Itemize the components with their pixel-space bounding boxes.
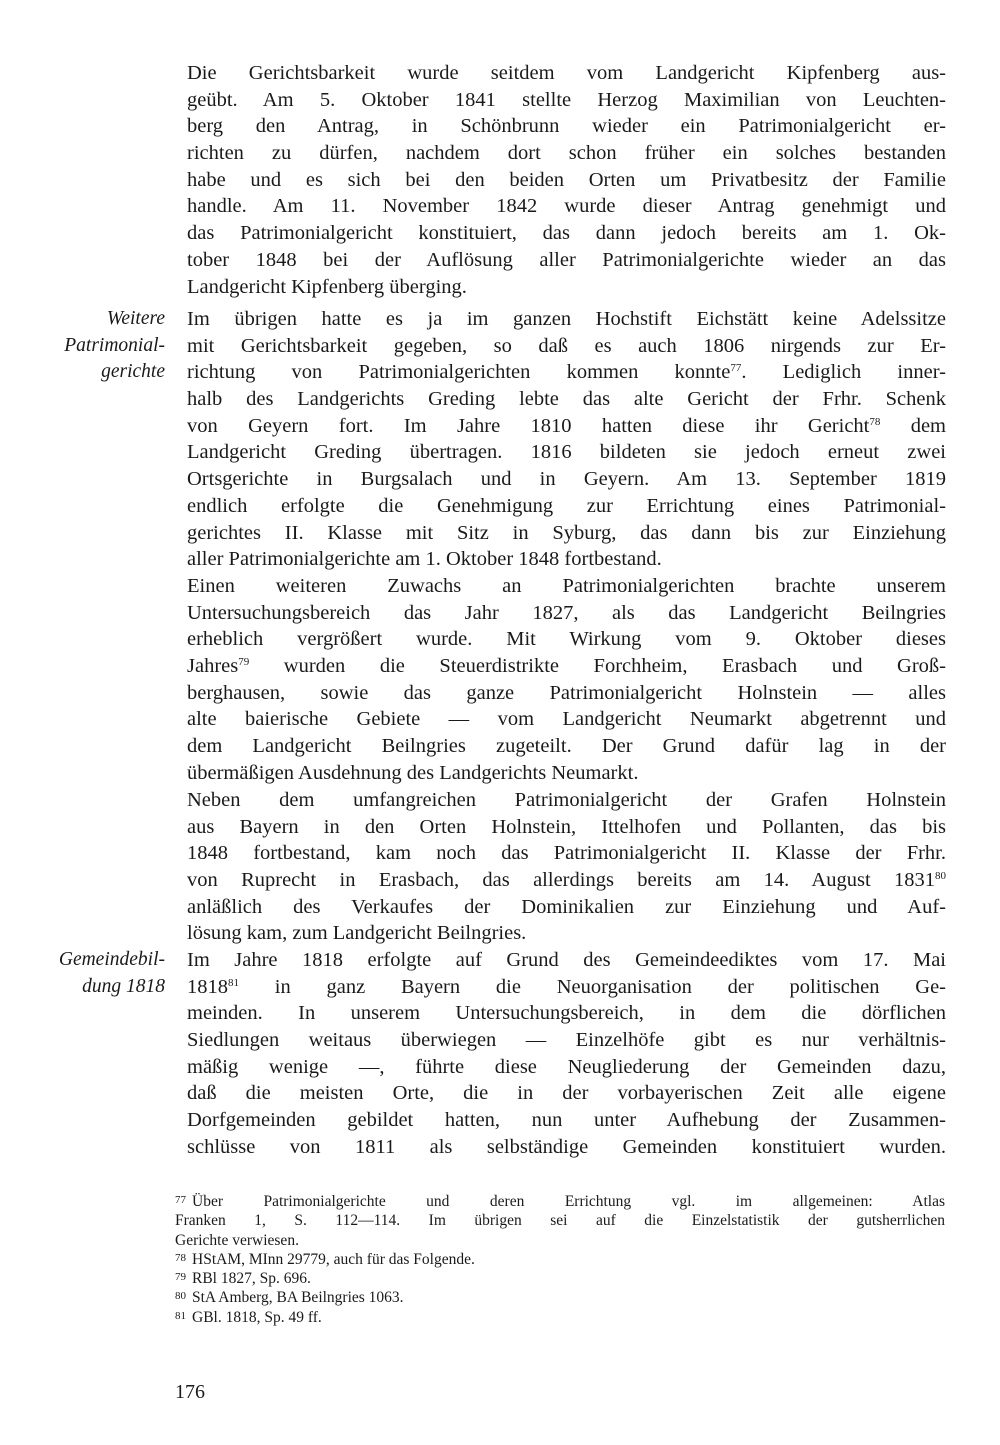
text-line: aus Bayern in den Orten Holnstein, Ittelhofen und Pollanten, das bis bbox=[187, 815, 946, 838]
margin-note-line: gerichte bbox=[101, 361, 165, 383]
footnote-ref-79[interactable]: 79 bbox=[238, 656, 250, 669]
paragraph-1 bbox=[187, 60, 946, 300]
text-line-start: Jahres bbox=[187, 655, 239, 678]
footnote-text: RBl 1827, Sp. 696. bbox=[192, 1270, 311, 1288]
text-line: endlich erfolgte die Genehmigung zur Errichtung eines Patrimonial- bbox=[187, 494, 946, 517]
text-line bbox=[187, 974, 946, 1001]
footnotes bbox=[175, 1192, 945, 1327]
text-line-end: dem bbox=[910, 414, 946, 437]
text-line bbox=[187, 413, 946, 440]
margin-note-gemeindebildung-1818 bbox=[10, 947, 165, 1000]
text-line: meinden. In unserem Untersuchungsbereich, in dem die dörflichen bbox=[187, 1002, 946, 1025]
footnote-text: GBl. 1818, Sp. 49 ff. bbox=[192, 1308, 322, 1326]
text-line: Im übrigen hatte es ja im ganzen Hochstift Eichstätt keine Adelssitze bbox=[187, 308, 946, 330]
footnote-ref-78[interactable]: 78 bbox=[869, 415, 881, 428]
footnote-line bbox=[175, 1269, 945, 1288]
text-line-end: in ganz Bayern die Neuorganisation der politischen Ge- bbox=[274, 975, 946, 998]
text-line: daß die meisten Orte, die in der vorbayerischen Zeit alle eigene bbox=[187, 1082, 946, 1105]
text-line: habe und es sich bei den beiden Orten um Privatbesitz der Familie bbox=[187, 168, 946, 191]
text-line-start: richtung von Patrimonialgerichten kommen konnte bbox=[187, 361, 731, 384]
text-line: geübt. Am 5. Oktober 1841 stellte Herzog Maximilian von Leuchten- bbox=[187, 88, 946, 111]
text-line: Im Jahre 1818 erfolgte auf Grund des Gemeindeediktes vom 17. Mai bbox=[187, 949, 946, 971]
footnote-line bbox=[175, 1250, 945, 1269]
text-line-start: von Geyern fort. Im Jahre 1810 hatten diese ihr Gericht bbox=[187, 414, 870, 437]
text-line: anläßlich des Verkaufes der Dominikalien zur Einziehung und Auf- bbox=[187, 895, 946, 918]
paragraph-2 bbox=[187, 306, 946, 573]
footnote-line: Gerichte verwiesen. bbox=[175, 1231, 299, 1249]
text-line: aller Patrimonialgerichte am 1. Oktober 1848 fortbestand. bbox=[187, 548, 662, 571]
margin-note-line: Gemeindebil- bbox=[58, 949, 165, 970]
text-line: mäßig wenige —, führte diese Neugliederung der Gemeinden dazu, bbox=[187, 1055, 946, 1078]
text-line: tober 1848 bei der Auflösung aller Patrimonialgerichte wieder an das bbox=[187, 248, 946, 271]
footnote-78 bbox=[175, 1250, 945, 1269]
text-line: Ortsgerichte in Burgsalach und in Geyern. Am 13. September 1819 bbox=[187, 468, 946, 491]
text-line: Dorfgemeinden gebildet hatten, nun unter Aufhebung der Zusammen- bbox=[187, 1109, 946, 1132]
text-line: übermäßigen Ausdehnung des Landgerichts Neumarkt. bbox=[187, 761, 639, 784]
footnote-number: 79 bbox=[175, 1271, 186, 1284]
text-line: lösung kam, zum Landgericht Beilngries. bbox=[187, 922, 527, 945]
footnote-81 bbox=[175, 1308, 945, 1327]
text-line: Einen weiteren Zuwachs an Patrimonialgerichten brachte unserem bbox=[187, 575, 946, 597]
margin-note-line: Patrimonial- bbox=[64, 334, 165, 356]
text-line-start: von Ruprecht in Erasbach, das allerdings bereits am 14. August 1831 bbox=[187, 869, 935, 892]
footnote-79 bbox=[175, 1269, 945, 1288]
text-line: gerichtes II. Klasse mit Sitz in Syburg, das dann bis zur Einziehung bbox=[187, 521, 946, 544]
margin-note-line: Weitere bbox=[106, 308, 165, 329]
text-line: berghausen, sowie das ganze Patrimonialgericht Holnstein — alles bbox=[187, 681, 946, 704]
paragraph-4 bbox=[187, 787, 946, 947]
text-line: Landgericht Kipfenberg überging. bbox=[187, 275, 467, 298]
text-line: mit Gerichtsbarkeit gegeben, so daß es auch 1806 nirgends zur Er- bbox=[187, 334, 946, 357]
footnote-ref-80[interactable]: 80 bbox=[935, 870, 946, 883]
page-number: 176 bbox=[175, 1381, 205, 1403]
margin-note-weitere-patrimonialgerichte bbox=[10, 306, 165, 386]
margin-note-line: dung 1818 bbox=[82, 975, 165, 997]
footnote-80 bbox=[175, 1288, 945, 1307]
text-line: schlüsse von 1811 als selbständige Gemeinden konstituiert wurden. bbox=[187, 1135, 946, 1158]
footnote-text: StA Amberg, BA Beilngries 1063. bbox=[192, 1289, 404, 1307]
text-line: handle. Am 11. November 1842 wurde dieser Antrag genehmigt und bbox=[187, 195, 946, 218]
text-line-end: wurden die Steuerdistrikte Forchheim, Erasbach und Groß- bbox=[283, 655, 946, 678]
footnote-ref-81[interactable]: 81 bbox=[228, 976, 239, 989]
footnote-number: 81 bbox=[175, 1309, 186, 1322]
text-line-end: . Lediglich inner- bbox=[741, 361, 946, 384]
footnote-ref-77[interactable]: 77 bbox=[730, 362, 742, 375]
footnote-number: 78 bbox=[175, 1251, 186, 1264]
text-line: Die Gerichtsbarkeit wurde seitdem vom Landgericht Kipfenberg aus- bbox=[187, 62, 946, 84]
text-line: das Patrimonialgericht konstituiert, das dann jedoch bereits am 1. Ok- bbox=[187, 222, 946, 245]
text-line: Neben dem umfangreichen Patrimonialgericht der Grafen Holnstein bbox=[187, 789, 946, 811]
footnote-line bbox=[175, 1192, 945, 1211]
text-line: dem Landgericht Beilngries zugeteilt. Der Grund dafür lag in der bbox=[187, 735, 946, 758]
text-line: Untersuchungsbereich das Jahr 1827, als das Landgericht Beilngries bbox=[187, 601, 946, 624]
footnote-number: 80 bbox=[175, 1290, 186, 1303]
text-line bbox=[187, 867, 946, 894]
footnote-line bbox=[175, 1308, 945, 1327]
footnote-text: Über Patrimonialgerichte und deren Errichtung vgl. im allgemeinen: Atlas bbox=[192, 1193, 945, 1210]
text-line: richten zu dürfen, nachdem dort schon früher ein solches bestanden bbox=[187, 142, 946, 165]
text-line bbox=[187, 653, 946, 680]
text-line-start: 1818 bbox=[187, 975, 228, 998]
text-line: erheblich vergrößert wurde. Mit Wirkung vom 9. Oktober dieses bbox=[187, 628, 946, 651]
paragraph-5 bbox=[187, 947, 946, 1161]
text-line: berg den Antrag, in Schönbrunn wieder ein Patrimonialgericht er- bbox=[187, 115, 946, 138]
footnote-text: HStAM, MInn 29779, auch für das Folgende. bbox=[192, 1250, 475, 1268]
footnote-77 bbox=[175, 1192, 945, 1250]
footnote-line: Franken 1, S. 112—114. Im übrigen sei auf die Einzelstatistik der gutsherrlichen bbox=[175, 1212, 945, 1230]
paragraph-3 bbox=[187, 573, 946, 787]
footnote-number: 77 bbox=[175, 1194, 186, 1206]
text-line: Siedlungen weitaus überwiegen — Einzelhöfe gibt es nur verhältnis- bbox=[187, 1029, 946, 1052]
text-line: halb des Landgerichts Greding lebte das alte Gericht der Frhr. Schenk bbox=[187, 388, 946, 411]
text-line: 1848 fortbestand, kam noch das Patrimonialgericht II. Klasse der Frhr. bbox=[187, 842, 946, 865]
footnote-line bbox=[175, 1288, 945, 1307]
text-line: alte baierische Gebiete — vom Landgericht Neumarkt abgetrennt und bbox=[187, 708, 946, 731]
text-line: Landgericht Greding übertragen. 1816 bildeten sie jedoch erneut zwei bbox=[187, 441, 946, 464]
text-line bbox=[187, 359, 946, 386]
